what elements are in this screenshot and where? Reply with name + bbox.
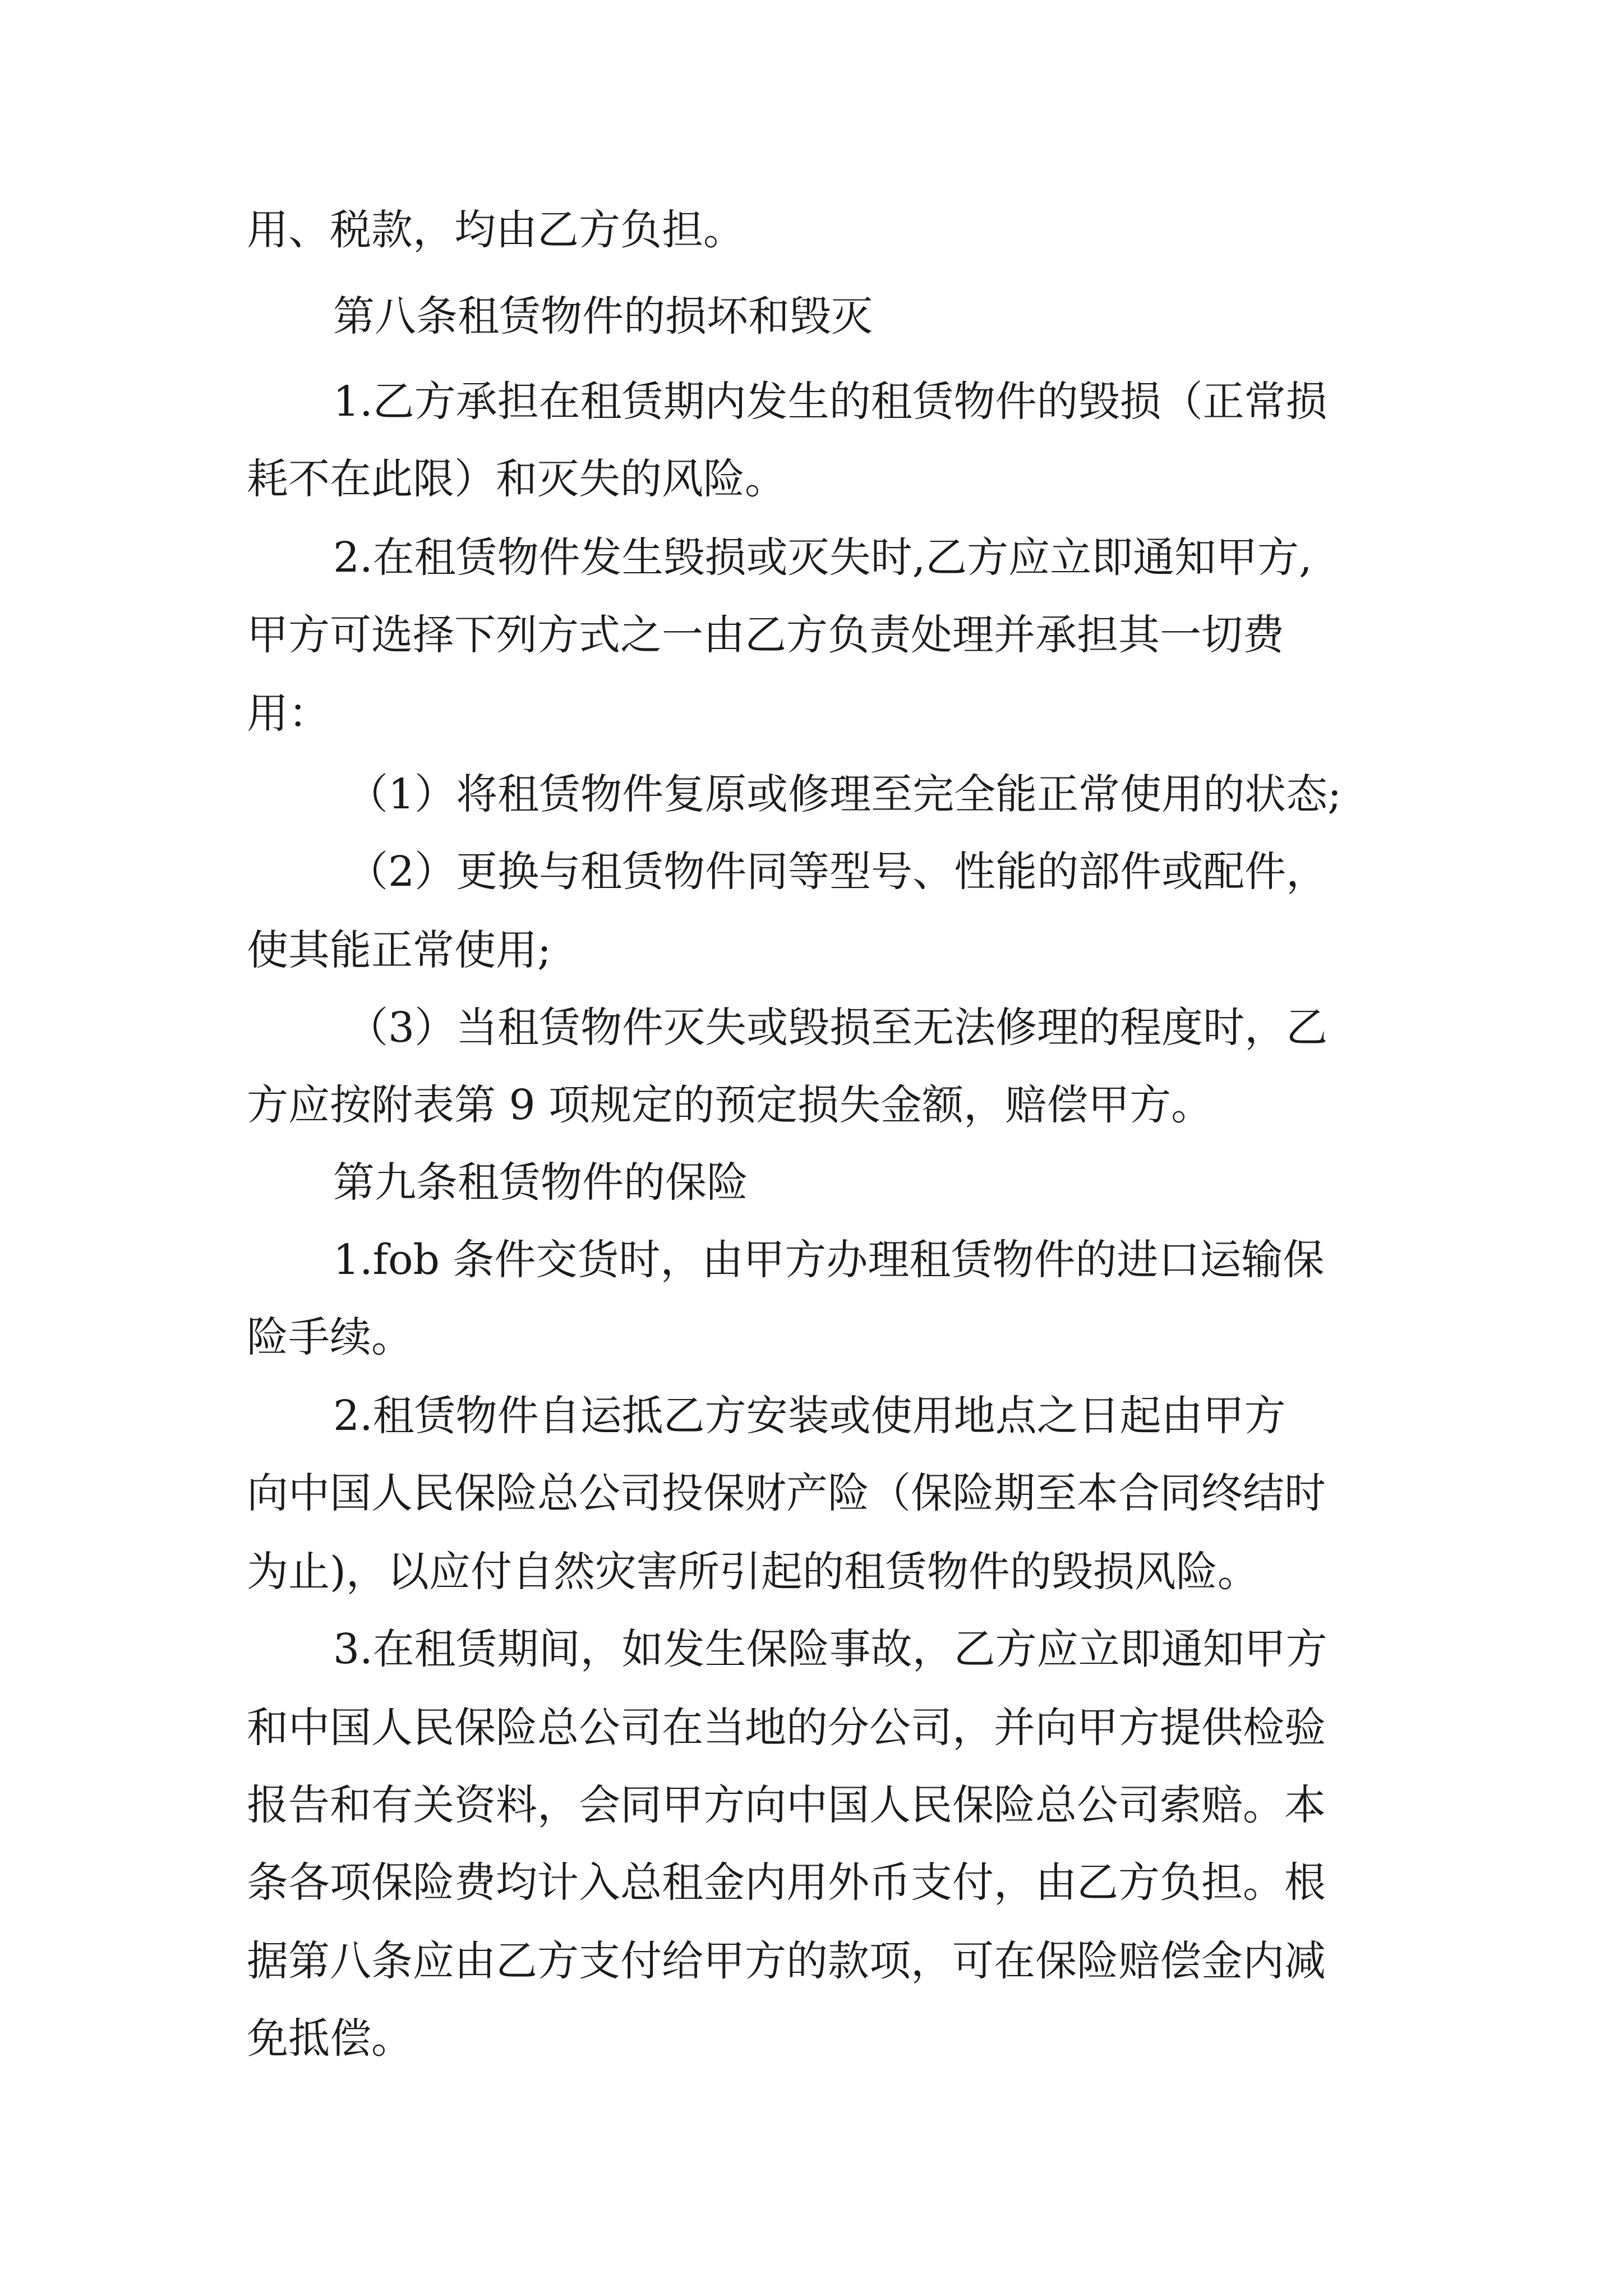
text-line: 耗不在此限）和灭失的风险。	[247, 455, 786, 503]
text-line: 2.租赁物件自运抵乙方安装或使用地点之日起由甲方	[333, 1392, 1286, 1440]
text-line: 免抵偿。	[247, 2014, 413, 2063]
text-line: 方应按附表第 9 项规定的预定损失金额，赔偿甲方。	[247, 1081, 1213, 1129]
text-line: 用：	[247, 689, 330, 738]
text-line: 条各项保险费均计入总租金内用外币支付，由乙方负担。根	[247, 1858, 1326, 1907]
text-line: 甲方可选择下列方式之一由乙方负责处理并承担其一切费	[247, 611, 1284, 659]
section-heading: 第九条租赁物件的保险	[333, 1158, 748, 1207]
text-line: 1.乙方承担在租赁期内发生的租赁物件的毁损（正常损	[333, 378, 1327, 426]
text-line: 使其能正常使用;	[247, 926, 551, 974]
text-line: 和中国人民保险总公司在当地的分公司，并向甲方提供检验	[247, 1704, 1326, 1752]
text-line: 3.在租赁期间，如发生保险事故，乙方应立即通知甲方	[333, 1625, 1327, 1673]
list-item: （2）更换与租赁物件同等型号、性能的部件或配件，	[347, 848, 1328, 896]
text-line: 1.fob 条件交货时，由甲方办理租赁物件的进口运输保	[333, 1236, 1325, 1284]
text-line: 险手续。	[247, 1313, 413, 1361]
section-heading: 第八条租赁物件的损坏和毁灭	[333, 292, 873, 341]
list-item: （3）当租赁物件灭失或毁损至无法修理的程度时，乙	[347, 1004, 1328, 1052]
text-line: 向中国人民保险总公司投保财产险（保险期至本合同终结时	[247, 1469, 1326, 1517]
text-line: 为止)，以应付自然灾害所引起的租赁物件的毁损风险。	[247, 1548, 1259, 1596]
text-line: 报告和有关资料，会同甲方向中国人民保险总公司索赔。本	[247, 1781, 1326, 1829]
list-item: （1）将租赁物件复原或修理至完全能正常使用的状态;	[347, 770, 1342, 818]
text-line: 2.在租赁物件发生毁损或灭失时,乙方应立即通知甲方,	[333, 533, 1312, 582]
text-line: 据第八条应由乙方支付给甲方的款项，可在保险赔偿金内减	[247, 1937, 1326, 1985]
text-line: 用、税款，均由乙方负担。	[247, 206, 745, 254]
